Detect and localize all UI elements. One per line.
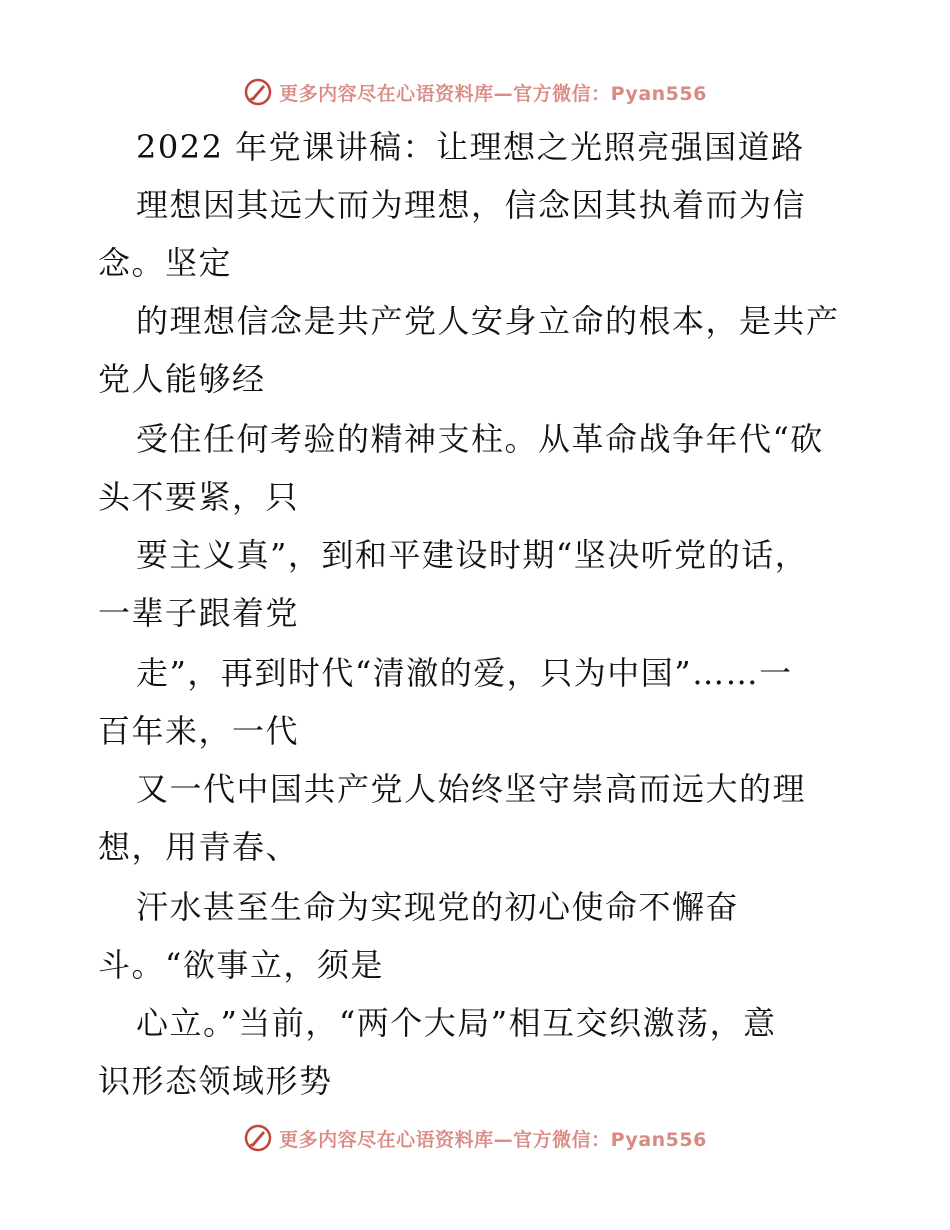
text-line-2: 念。坚定	[98, 244, 233, 282]
header-watermark-text: 更多内容尽在心语资料库—官方微信：Pyan556	[279, 82, 707, 105]
quill-logo-icon	[243, 77, 273, 107]
text-line-12: 想，用青春、	[98, 828, 300, 866]
text-line-8: 一辈子跟着党	[98, 594, 300, 632]
header-watermark	[0, 72, 950, 112]
quill-logo-icon	[243, 1123, 273, 1153]
text-line-6: 头不要紧，只	[98, 478, 300, 516]
text-line-3: 的理想信念是共产党人安身立命的根本，是共产	[136, 302, 840, 340]
text-line-9: 走”，再到时代“清澈的爱，只为中国”……一	[136, 654, 793, 692]
text-line-10: 百年来，一代	[98, 712, 300, 750]
footer-watermark	[0, 1118, 950, 1158]
document-title: 2022 年党课讲稿：让理想之光照亮强国道路	[136, 128, 805, 166]
text-line-11: 又一代中国共产党人始终坚守崇高而远大的理	[136, 770, 807, 808]
text-line-4: 党人能够经	[98, 360, 266, 398]
text-line-5: 受住任何考验的精神支柱。从革命战争年代“砍	[136, 420, 824, 458]
text-line-15: 心立。”当前，“两个大局”相互交织激荡，意	[136, 1004, 777, 1042]
footer-watermark-text: 更多内容尽在心语资料库—官方微信：Pyan556	[279, 1128, 707, 1151]
text-line-7: 要主义真”，到和平建设时期“坚决听党的话，	[136, 536, 809, 574]
text-line-16: 识形态领域形势	[98, 1062, 333, 1100]
text-line-14: 斗。“欲事立，须是	[98, 946, 384, 984]
text-line-1: 理想因其远大而为理想，信念因其执着而为信	[136, 186, 807, 224]
text-line-13: 汗水甚至生命为实现党的初心使命不懈奋	[136, 888, 740, 926]
